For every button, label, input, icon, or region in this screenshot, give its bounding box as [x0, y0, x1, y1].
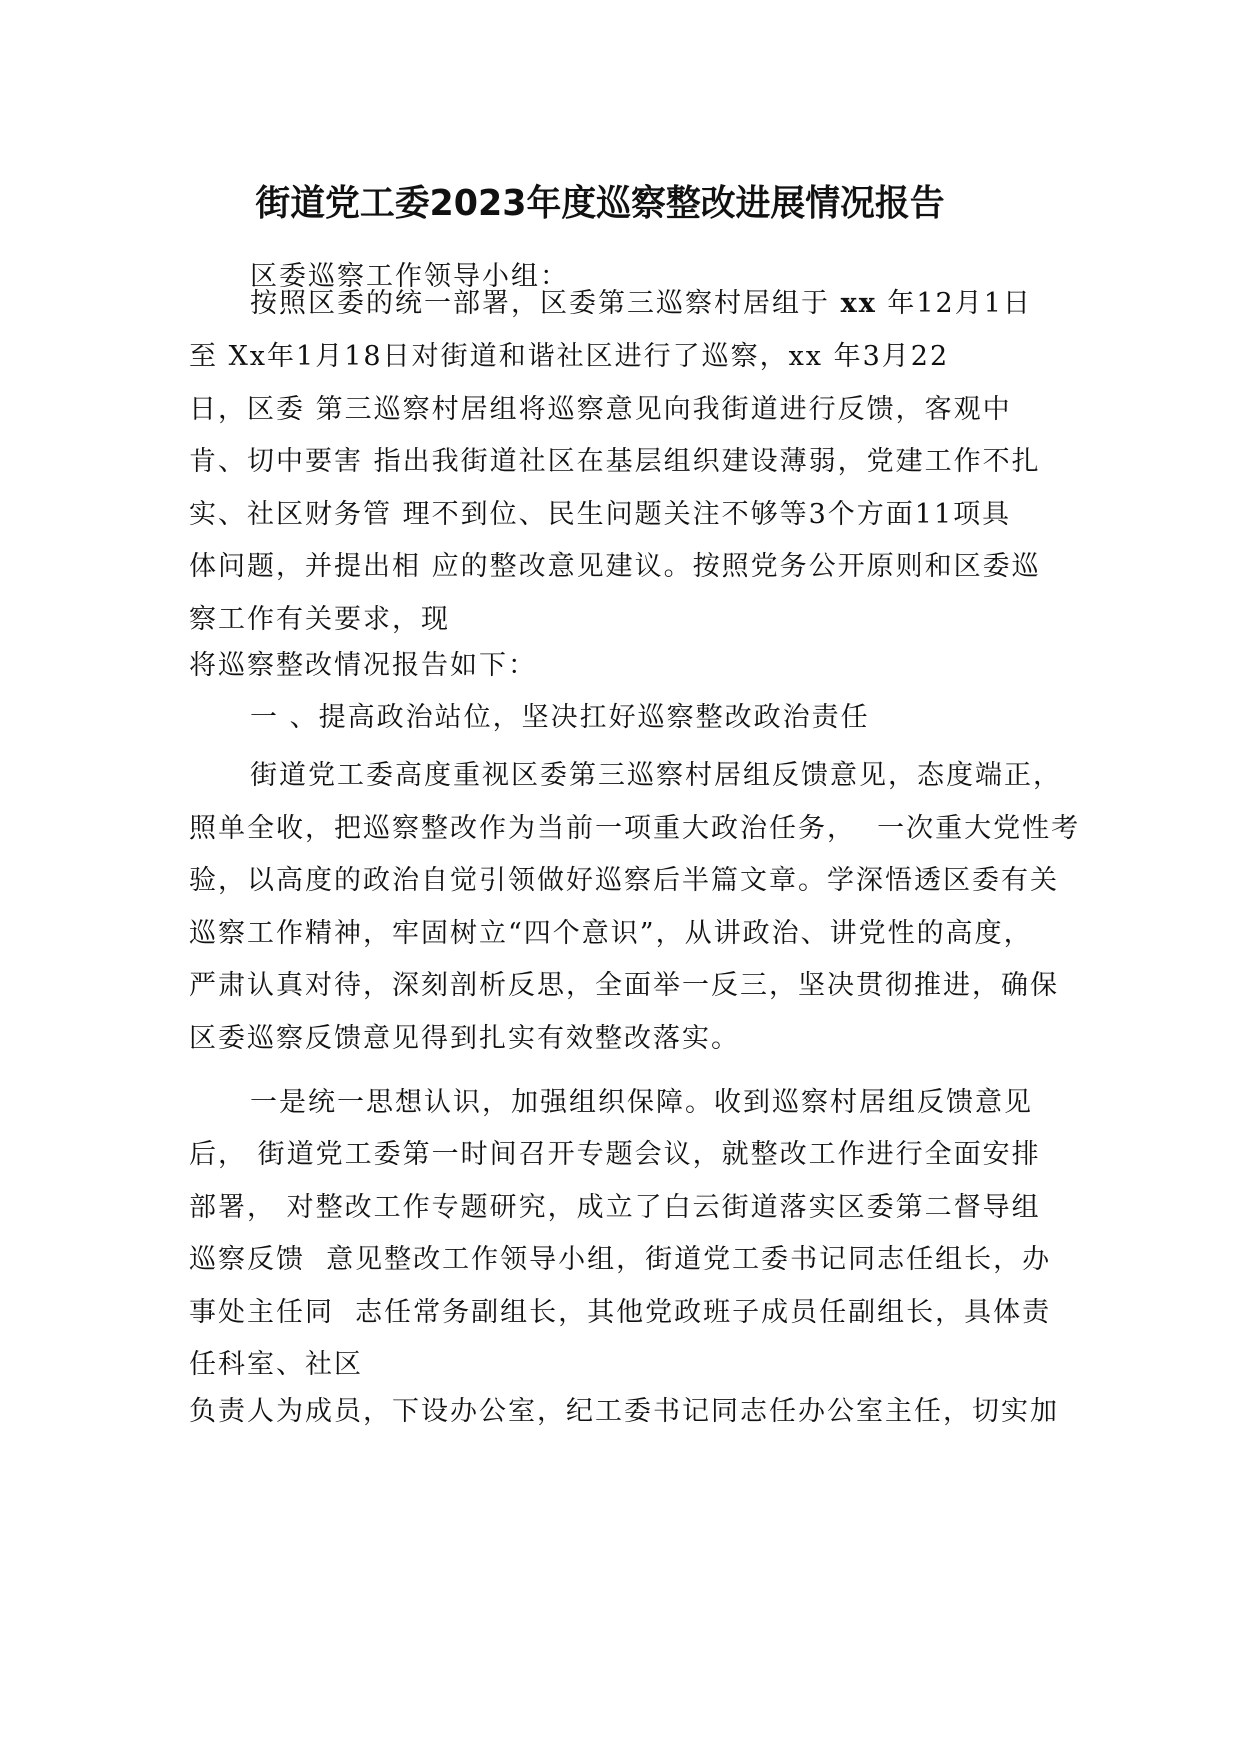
paragraph-1-line-3: 日，区委 第三巡察村居组将巡察意见向我街道进行反馈，客观中	[189, 394, 1012, 425]
paragraph-2-line-3: 验，以高度的政治自觉引领做好巡察后半篇文章。学深悟透区委有关	[189, 865, 1059, 896]
paragraph-1-line-1	[250, 284, 1032, 324]
bold-text-span: xx	[840, 288, 877, 319]
paragraph-3-line-7: 负责人为成员，下设办公室，纪工委书记同志任办公室主任，切实加	[189, 1396, 1059, 1427]
paragraph-2-line-1: 街道党工委高度重视区委第三巡察村居组反馈意见，态度端正，	[250, 760, 1062, 791]
paragraph-2-line-4: 巡察工作精神，牢固树立“四个意识”，从讲政治、讲党性的高度，	[189, 918, 1033, 949]
text-span: 按照区委的统一部署，区委第三巡察村居组于	[250, 288, 841, 319]
paragraph-1-line-2: 至 Xx年1月18日对街道和谐社区进行了巡察，xx 年3月22	[189, 341, 950, 372]
paragraph-2-line-5: 严肃认真对待，深刻剖析反思，全面举一反三，坚决贯彻推进，确保	[189, 970, 1059, 1001]
paragraph-1-line-4: 肯、切中要害 指出我街道社区在基层组织建设薄弱，党建工作不扎	[189, 446, 1041, 477]
paragraph-1-line-7: 察工作有关要求，现	[189, 604, 450, 635]
paragraph-3-line-3: 部署， 对整改工作专题研究，成立了白云街道落实区委第二督导组	[189, 1192, 1041, 1223]
salutation: 区委巡察工作领导小组：	[250, 261, 569, 292]
paragraph-2-line-2: 照单全收，把巡察整改作为当前一项重大政治任务， 一次重大党性考	[189, 813, 1081, 844]
paragraph-3-line-1: 一是统一思想认识，加强组织保障。收到巡察村居组反馈意见	[250, 1087, 1033, 1118]
text-span: 年12月1日	[876, 288, 1032, 319]
paragraph-3-line-5: 事处主任同 志任常务副组长，其他党政班子成员任副组长，具体责	[189, 1297, 1052, 1328]
paragraph-1-line-5: 实、社区财务管 理不到位、民生问题关注不够等3个方面11项具	[189, 499, 1012, 530]
paragraph-1-line-6: 体问题，并提出相 应的整改意见建议。按照党务公开原则和区委巡	[189, 551, 1041, 582]
paragraph-3-line-2: 后， 街道党工委第一时间召开专题会议，就整改工作进行全面安排	[189, 1139, 1041, 1170]
paragraph-3-line-4: 巡察反馈 意见整改工作领导小组，街道党工委书记同志任组长，办	[189, 1244, 1052, 1275]
section-heading-1: 一 、提高政治站位，坚决扛好巡察整改政治责任	[250, 702, 870, 733]
document-title: 街道党工委2023年度巡察整改进展情况报告	[255, 183, 945, 224]
paragraph-2-line-6: 区委巡察反馈意见得到扎实有效整改落实。	[189, 1023, 740, 1054]
paragraph-3-line-6: 任科室、社区	[189, 1349, 363, 1380]
paragraph-1-line-8: 将巡察整改情况报告如下：	[189, 650, 537, 681]
